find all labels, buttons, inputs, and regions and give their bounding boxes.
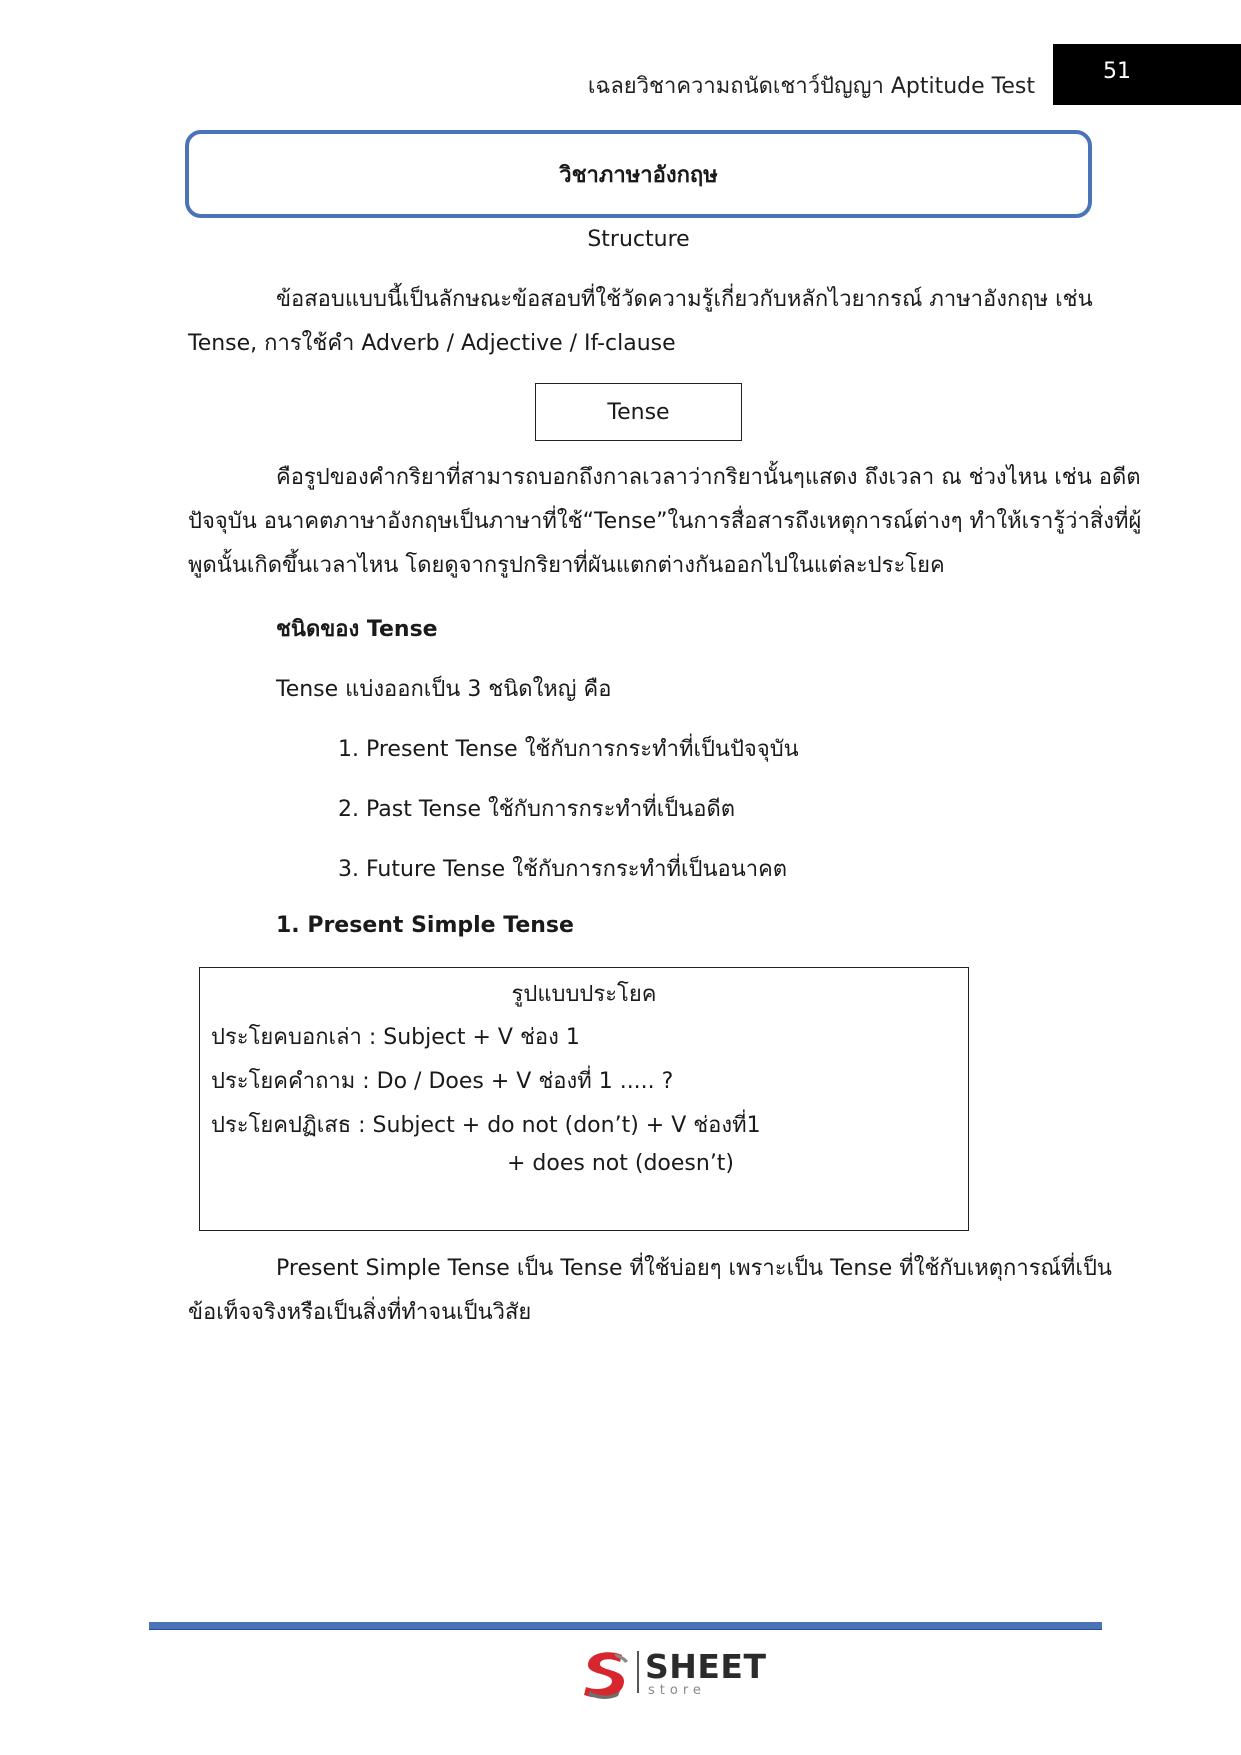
sheet-store-logo [578, 1647, 767, 1699]
tense-type-item: 2. Past Tense ใช้กับการกระทำที่เป็นอดีต [338, 797, 736, 822]
definition-paragraph [188, 456, 1142, 588]
tense-heading: Tense [607, 399, 670, 425]
intro-line-2: Tense, การใช้คำ Adverb / Adjective / If-clause [188, 331, 676, 356]
definition-line-3: พูดนั้นเกิดขึ้นเวลาไหน โดยดูจากรูปกริยาที่ผันแตกต่างกันออกไปในแต่ละประโยค [188, 553, 945, 578]
page-number: 51 [1103, 59, 1131, 84]
closing-line-2: ข้อเท็จจริงหรือเป็นสิ่งที่ทำจนเป็นวิสัย [188, 1300, 532, 1325]
subject-title: วิชาภาษาอังกฤษ [559, 162, 718, 188]
definition-line-2: ปัจจุบัน อนาคตภาษาอังกฤษเป็นภาษาที่ใช้“Tense”ในการสื่อสารถึงเหตุการณ์ต่างๆ ทำให้เรารู้ว่าสิ่งที่ผู้ [188, 509, 1142, 534]
affirmative-pattern: ประโยคบอกเล่า : Subject + V ช่อง 1 [211, 1025, 580, 1050]
section-title: Structure [587, 227, 690, 252]
sentence-pattern-heading: รูปแบบประโยค [511, 982, 657, 1007]
sentence-pattern-box [199, 967, 969, 1231]
running-header-title: เฉลยวิชาความถนัดเชาว์ปัญญา Aptitude Test [587, 74, 1035, 99]
logo-wordmark: SHEET [645, 1647, 767, 1686]
subject-title-box [185, 130, 1092, 218]
types-intro: Tense แบ่งออกเป็น 3 ชนิดใหญ่ คือ [276, 677, 612, 702]
logo-subtext: store [648, 1683, 706, 1698]
intro-paragraph [188, 278, 1092, 366]
closing-paragraph [188, 1247, 1112, 1335]
intro-line-1: ข้อสอบแบบนี้เป็นลักษณะข้อสอบที่ใช้วัดความรู้เกี่ยวกับหลักไวยากรณ์ ภาษาอังกฤษ เช่น [276, 287, 1093, 312]
definition-line-1: คือรูปของคำกริยาที่สามารถบอกถึงกาลเวลาว่ากริยานั้นๆแสดง ถึงเวลา ณ ช่วงไหน เช่น อดีต [276, 465, 1141, 490]
closing-line-1: Present Simple Tense เป็น Tense ที่ใช้บ่อยๆ เพราะเป็น Tense ที่ใช้กับเหตุการณ์ที่เป็น [276, 1256, 1112, 1281]
negative-pattern: ประโยคปฏิเสธ : Subject + do not (don’t) + V ช่องที่1 [211, 1113, 761, 1138]
page-number-badge [1053, 44, 1241, 105]
tense-type-item: 1. Present Tense ใช้กับการกระทำที่เป็นปัจจุบัน [338, 737, 799, 762]
question-pattern: ประโยคคำถาม : Do / Does + V ช่องที่ 1 ..... ? [211, 1069, 674, 1094]
footer-rule [149, 1622, 1102, 1630]
tense-heading-box [535, 383, 742, 441]
sheet-s-icon [578, 1647, 638, 1701]
types-heading: ชนิดของ Tense [276, 617, 438, 642]
negative-pattern-alt: + does not (doesn’t) [507, 1151, 735, 1176]
tense-type-item: 3. Future Tense ใช้กับการกระทำที่เป็นอนาคต [338, 857, 788, 882]
present-simple-heading: 1. Present Simple Tense [276, 913, 574, 938]
